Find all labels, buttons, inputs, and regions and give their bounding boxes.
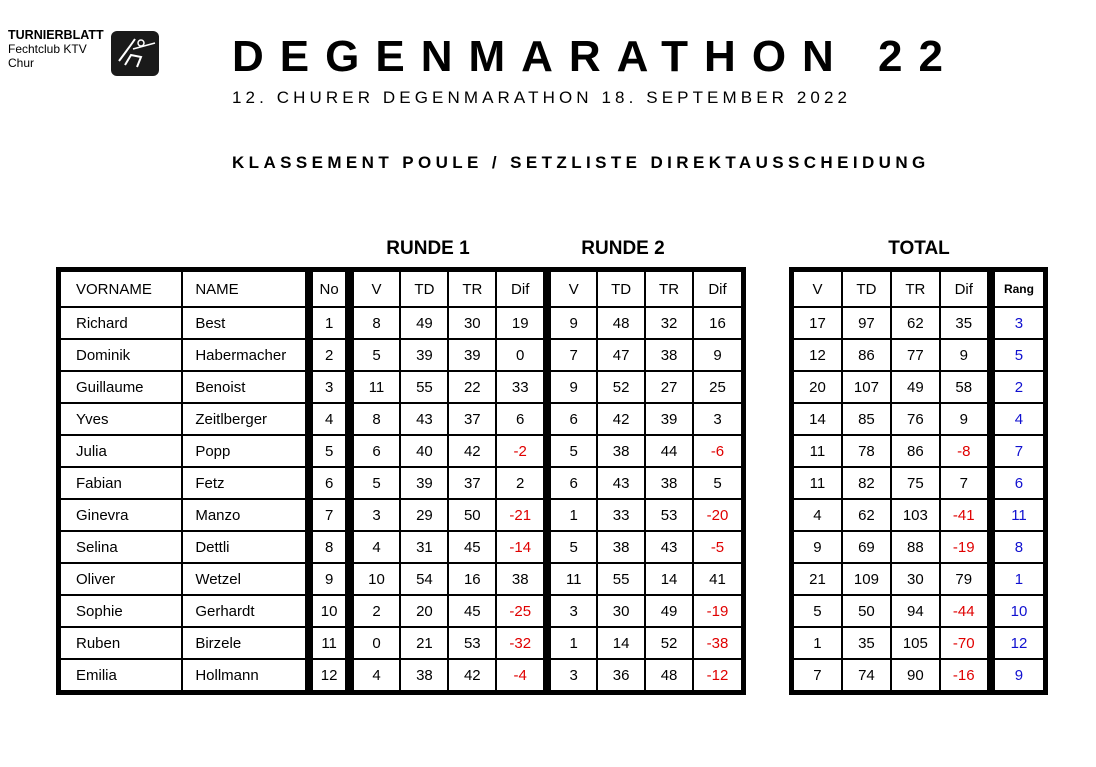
cell-r1-tr: 22 <box>448 371 496 403</box>
cell-name: Best <box>182 307 305 339</box>
cell-r2-tr: 44 <box>645 435 693 467</box>
cell-name: Dettli <box>182 531 305 563</box>
cell-name: Fetz <box>182 467 305 499</box>
cell-total-tr: 30 <box>891 563 940 595</box>
cell-name: Zeitlberger <box>182 403 305 435</box>
cell-r2-td: 38 <box>597 531 645 563</box>
cell-r2-dif: 25 <box>693 371 742 403</box>
cell-r2-dif: -12 <box>693 659 742 691</box>
col-header-rang: Rang <box>994 271 1044 307</box>
cell-vorname: Ginevra <box>60 499 182 531</box>
cell-total-td: 109 <box>842 563 891 595</box>
col-header-vorname: VORNAME <box>60 271 182 307</box>
page-title: DEGENMARATHON 22 <box>232 32 960 81</box>
cell-total-dif: 7 <box>940 467 988 499</box>
cell-vorname: Fabian <box>60 467 182 499</box>
cell-r1-td: 54 <box>400 563 448 595</box>
cell-total-tr: 105 <box>891 627 940 659</box>
total-row <box>793 435 1044 467</box>
cell-r2-v: 1 <box>550 627 597 659</box>
col-header-total-td: TD <box>842 271 891 307</box>
cell-r1-tr: 16 <box>448 563 496 595</box>
cell-total-dif: -8 <box>940 435 988 467</box>
cell-r2-tr: 39 <box>645 403 693 435</box>
cell-rang: 3 <box>994 307 1044 339</box>
cell-r2-v: 3 <box>550 659 597 691</box>
cell-r2-td: 43 <box>597 467 645 499</box>
cell-r1-td: 55 <box>400 371 448 403</box>
cell-total-td: 62 <box>842 499 891 531</box>
cell-name: Popp <box>182 435 305 467</box>
cell-total-tr: 88 <box>891 531 940 563</box>
cell-total-tr: 62 <box>891 307 940 339</box>
cell-r2-v: 3 <box>550 595 597 627</box>
total-row <box>793 371 1044 403</box>
total-row <box>793 627 1044 659</box>
cell-r1-dif: 6 <box>496 403 544 435</box>
club-info <box>8 28 104 70</box>
cell-no: 11 <box>312 627 347 659</box>
cell-r2-tr: 52 <box>645 627 693 659</box>
cell-no: 2 <box>312 339 347 371</box>
cell-rang: 11 <box>994 499 1044 531</box>
cell-total-v: 1 <box>793 627 842 659</box>
cell-total-td: 97 <box>842 307 891 339</box>
total-row <box>793 563 1044 595</box>
cell-total-td: 74 <box>842 659 891 691</box>
col-header-r1-tr: TR <box>448 271 496 307</box>
cell-total-td: 78 <box>842 435 891 467</box>
cell-r1-dif: 38 <box>496 563 544 595</box>
cell-total-v: 9 <box>793 531 842 563</box>
table-row <box>60 563 742 595</box>
cell-r2-v: 9 <box>550 307 597 339</box>
cell-total-tr: 103 <box>891 499 940 531</box>
total-table <box>789 267 1048 695</box>
cell-no: 6 <box>312 467 347 499</box>
cell-vorname: Guillaume <box>60 371 182 403</box>
cell-r1-td: 20 <box>400 595 448 627</box>
cell-total-tr: 94 <box>891 595 940 627</box>
cell-total-v: 14 <box>793 403 842 435</box>
cell-r1-tr: 39 <box>448 339 496 371</box>
cell-r1-tr: 42 <box>448 659 496 691</box>
cell-vorname: Ruben <box>60 627 182 659</box>
cell-r2-dif: -20 <box>693 499 742 531</box>
cell-name: Birzele <box>182 627 305 659</box>
cell-total-v: 5 <box>793 595 842 627</box>
table-row <box>60 531 742 563</box>
cell-total-td: 82 <box>842 467 891 499</box>
total-row <box>793 659 1044 691</box>
cell-total-dif: -19 <box>940 531 988 563</box>
cell-total-dif: -16 <box>940 659 988 691</box>
cell-total-tr: 86 <box>891 435 940 467</box>
cell-r1-dif: 2 <box>496 467 544 499</box>
cell-r2-tr: 48 <box>645 659 693 691</box>
cell-name: Benoist <box>182 371 305 403</box>
cell-rang: 10 <box>994 595 1044 627</box>
cell-vorname: Dominik <box>60 339 182 371</box>
cell-name: Gerhardt <box>182 595 305 627</box>
cell-r2-v: 11 <box>550 563 597 595</box>
cell-r2-td: 52 <box>597 371 645 403</box>
table-row <box>60 339 742 371</box>
cell-rang: 1 <box>994 563 1044 595</box>
cell-vorname: Yves <box>60 403 182 435</box>
cell-r2-v: 6 <box>550 467 597 499</box>
cell-r1-tr: 42 <box>448 435 496 467</box>
col-header-r1-td: TD <box>400 271 448 307</box>
cell-total-dif: 79 <box>940 563 988 595</box>
table-row <box>60 307 742 339</box>
club-title: TURNIERBLATT <box>8 28 104 42</box>
cell-r2-td: 48 <box>597 307 645 339</box>
cell-rang: 4 <box>994 403 1044 435</box>
cell-r2-v: 7 <box>550 339 597 371</box>
cell-r1-td: 49 <box>400 307 448 339</box>
cell-no: 7 <box>312 499 347 531</box>
cell-total-td: 50 <box>842 595 891 627</box>
page-subtitle: 12. CHURER DEGENMARATHON 18. SEPTEMBER 2022 <box>232 88 852 107</box>
cell-name: Manzo <box>182 499 305 531</box>
cell-name: Wetzel <box>182 563 305 595</box>
total-row <box>793 531 1044 563</box>
table-row <box>60 435 742 467</box>
cell-rang: 8 <box>994 531 1044 563</box>
cell-rang: 5 <box>994 339 1044 371</box>
cell-vorname: Emilia <box>60 659 182 691</box>
cell-r2-dif: 3 <box>693 403 742 435</box>
cell-r2-td: 42 <box>597 403 645 435</box>
total-row <box>793 467 1044 499</box>
cell-rang: 7 <box>994 435 1044 467</box>
cell-r1-td: 43 <box>400 403 448 435</box>
cell-r2-dif: -6 <box>693 435 742 467</box>
total-row <box>793 339 1044 371</box>
cell-r2-tr: 32 <box>645 307 693 339</box>
cell-rang: 12 <box>994 627 1044 659</box>
cell-total-v: 11 <box>793 435 842 467</box>
col-header-no: No <box>312 271 347 307</box>
cell-r1-td: 29 <box>400 499 448 531</box>
cell-total-v: 20 <box>793 371 842 403</box>
cell-total-v: 12 <box>793 339 842 371</box>
cell-r2-dif: 41 <box>693 563 742 595</box>
cell-r1-td: 31 <box>400 531 448 563</box>
cell-r1-dif: -2 <box>496 435 544 467</box>
cell-rang: 2 <box>994 371 1044 403</box>
cell-vorname: Richard <box>60 307 182 339</box>
cell-r1-dif: -32 <box>496 627 544 659</box>
cell-r2-v: 6 <box>550 403 597 435</box>
cell-r1-v: 5 <box>353 339 401 371</box>
table-row <box>60 403 742 435</box>
col-header-name: NAME <box>182 271 305 307</box>
group-label-total: TOTAL <box>888 238 950 259</box>
cell-total-v: 17 <box>793 307 842 339</box>
cell-total-dif: -70 <box>940 627 988 659</box>
group-label-round2: RUNDE 2 <box>581 238 665 259</box>
cell-total-v: 11 <box>793 467 842 499</box>
club-name: Fechtclub KTV <box>8 42 87 56</box>
cell-total-tr: 49 <box>891 371 940 403</box>
table-row <box>60 499 742 531</box>
cell-r2-td: 14 <box>597 627 645 659</box>
cell-r1-dif: -14 <box>496 531 544 563</box>
cell-total-td: 107 <box>842 371 891 403</box>
cell-r1-tr: 37 <box>448 467 496 499</box>
cell-vorname: Sophie <box>60 595 182 627</box>
cell-r2-tr: 43 <box>645 531 693 563</box>
total-row <box>793 307 1044 339</box>
cell-r2-v: 9 <box>550 371 597 403</box>
cell-r2-td: 47 <box>597 339 645 371</box>
cell-r2-dif: 9 <box>693 339 742 371</box>
cell-total-dif: 9 <box>940 403 988 435</box>
cell-r2-td: 36 <box>597 659 645 691</box>
cell-r2-td: 38 <box>597 435 645 467</box>
cell-r1-v: 8 <box>353 403 401 435</box>
table-header-row <box>60 271 742 307</box>
cell-no: 8 <box>312 531 347 563</box>
cell-r1-v: 11 <box>353 371 401 403</box>
col-header-r2-tr: TR <box>645 271 693 307</box>
cell-r1-td: 21 <box>400 627 448 659</box>
cell-r2-dif: 5 <box>693 467 742 499</box>
col-header-r1-dif: Dif <box>496 271 544 307</box>
cell-r1-v: 8 <box>353 307 401 339</box>
cell-r2-v: 5 <box>550 531 597 563</box>
cell-total-tr: 76 <box>891 403 940 435</box>
results-table <box>56 267 746 695</box>
col-header-r2-v: V <box>550 271 597 307</box>
total-row <box>793 499 1044 531</box>
cell-r1-dif: -4 <box>496 659 544 691</box>
cell-no: 12 <box>312 659 347 691</box>
cell-total-td: 35 <box>842 627 891 659</box>
cell-total-dif: -44 <box>940 595 988 627</box>
cell-total-v: 21 <box>793 563 842 595</box>
cell-r1-tr: 53 <box>448 627 496 659</box>
total-row <box>793 595 1044 627</box>
cell-r1-tr: 45 <box>448 595 496 627</box>
cell-r1-dif: 0 <box>496 339 544 371</box>
cell-total-v: 4 <box>793 499 842 531</box>
cell-r1-v: 3 <box>353 499 401 531</box>
cell-r1-tr: 30 <box>448 307 496 339</box>
cell-total-dif: 58 <box>940 371 988 403</box>
cell-total-dif: 9 <box>940 339 988 371</box>
cell-r1-td: 40 <box>400 435 448 467</box>
col-header-r2-td: TD <box>597 271 645 307</box>
cell-vorname: Selina <box>60 531 182 563</box>
cell-r1-v: 6 <box>353 435 401 467</box>
section-heading: KLASSEMENT POULE / SETZLISTE DIREKTAUSSCHEIDUNG <box>232 153 930 172</box>
cell-no: 3 <box>312 371 347 403</box>
cell-r1-v: 0 <box>353 627 401 659</box>
cell-total-tr: 75 <box>891 467 940 499</box>
cell-r1-tr: 50 <box>448 499 496 531</box>
cell-vorname: Julia <box>60 435 182 467</box>
cell-r2-td: 55 <box>597 563 645 595</box>
cell-no: 4 <box>312 403 347 435</box>
cell-r2-v: 1 <box>550 499 597 531</box>
cell-r1-td: 39 <box>400 339 448 371</box>
cell-r2-v: 5 <box>550 435 597 467</box>
cell-total-tr: 77 <box>891 339 940 371</box>
col-header-r1-v: V <box>353 271 401 307</box>
cell-r2-dif: 16 <box>693 307 742 339</box>
cell-r2-tr: 27 <box>645 371 693 403</box>
cell-r1-tr: 37 <box>448 403 496 435</box>
cell-r1-tr: 45 <box>448 531 496 563</box>
club-logo-icon <box>111 31 159 76</box>
total-row <box>793 403 1044 435</box>
cell-r1-v: 5 <box>353 467 401 499</box>
cell-total-dif: 35 <box>940 307 988 339</box>
col-header-total-v: V <box>793 271 842 307</box>
cell-total-td: 85 <box>842 403 891 435</box>
cell-r1-v: 4 <box>353 659 401 691</box>
cell-r1-td: 39 <box>400 467 448 499</box>
cell-r2-tr: 49 <box>645 595 693 627</box>
col-header-total-dif: Dif <box>940 271 988 307</box>
cell-r2-dif: -38 <box>693 627 742 659</box>
group-label-round1: RUNDE 1 <box>386 238 470 259</box>
cell-r2-tr: 38 <box>645 339 693 371</box>
cell-no: 5 <box>312 435 347 467</box>
table-row <box>60 627 742 659</box>
col-header-total-tr: TR <box>891 271 940 307</box>
table-row <box>60 371 742 403</box>
cell-r2-tr: 38 <box>645 467 693 499</box>
cell-total-td: 69 <box>842 531 891 563</box>
cell-r1-v: 4 <box>353 531 401 563</box>
cell-no: 1 <box>312 307 347 339</box>
cell-r2-dif: -19 <box>693 595 742 627</box>
table-row <box>60 467 742 499</box>
cell-name: Habermacher <box>182 339 305 371</box>
club-city: Chur <box>8 56 35 70</box>
cell-r2-tr: 53 <box>645 499 693 531</box>
table-row <box>60 659 742 691</box>
total-header-row <box>793 271 1044 307</box>
cell-r1-dif: 19 <box>496 307 544 339</box>
cell-total-td: 86 <box>842 339 891 371</box>
cell-r1-dif: 33 <box>496 371 544 403</box>
col-header-r2-dif: Dif <box>693 271 742 307</box>
cell-r1-dif: -25 <box>496 595 544 627</box>
cell-no: 10 <box>312 595 347 627</box>
cell-vorname: Oliver <box>60 563 182 595</box>
cell-rang: 6 <box>994 467 1044 499</box>
table-row <box>60 595 742 627</box>
cell-total-v: 7 <box>793 659 842 691</box>
cell-r1-v: 10 <box>353 563 401 595</box>
cell-r1-v: 2 <box>353 595 401 627</box>
cell-rang: 9 <box>994 659 1044 691</box>
cell-name: Hollmann <box>182 659 305 691</box>
cell-total-dif: -41 <box>940 499 988 531</box>
cell-r2-td: 30 <box>597 595 645 627</box>
cell-total-tr: 90 <box>891 659 940 691</box>
cell-no: 9 <box>312 563 347 595</box>
cell-r1-td: 38 <box>400 659 448 691</box>
cell-r2-dif: -5 <box>693 531 742 563</box>
cell-r2-tr: 14 <box>645 563 693 595</box>
cell-r2-td: 33 <box>597 499 645 531</box>
cell-r1-dif: -21 <box>496 499 544 531</box>
